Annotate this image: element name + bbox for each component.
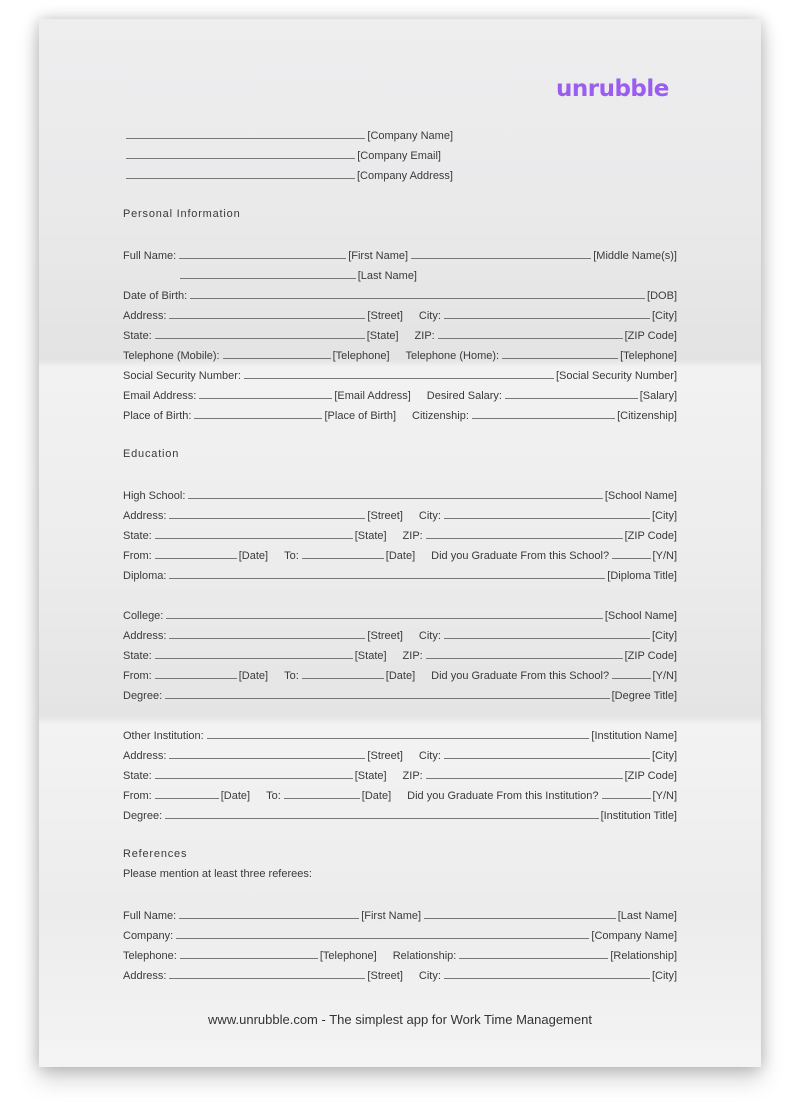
hs-dates-row: From: [Date] To: [Date] Did you Graduate From this School? [Y/N] bbox=[123, 550, 677, 562]
hs-state-line[interactable] bbox=[155, 538, 353, 539]
diploma-row: Diploma: [Diploma Title] bbox=[123, 570, 677, 582]
ref-first-name-line[interactable] bbox=[179, 918, 359, 919]
inst-zip-line[interactable] bbox=[426, 778, 623, 779]
inst-address-row: Address: [Street] City: [City] bbox=[123, 750, 677, 762]
education-heading: Education bbox=[123, 448, 180, 460]
ref-company-line[interactable] bbox=[176, 938, 589, 939]
company-email-line[interactable] bbox=[126, 158, 355, 159]
ref-telephone-line[interactable] bbox=[180, 958, 318, 959]
college-row: College: [School Name] bbox=[123, 610, 677, 622]
college-zip-line[interactable] bbox=[426, 658, 623, 659]
college-state-line[interactable] bbox=[155, 658, 353, 659]
state-line[interactable] bbox=[155, 338, 365, 339]
hs-to-line[interactable] bbox=[302, 558, 384, 559]
inst-dates-row: From: [Date] To: [Date] Did you Graduate From this Institution? [Y/N] bbox=[123, 790, 677, 802]
inst-graduate-line[interactable] bbox=[602, 798, 651, 799]
unrubble-logo: unrubble bbox=[556, 76, 669, 102]
hs-from-line[interactable] bbox=[155, 558, 237, 559]
degree-row: Degree: [Degree Title] bbox=[123, 690, 677, 702]
degree-line[interactable] bbox=[165, 698, 609, 699]
address-row: Address: [Street] City: [City] bbox=[123, 310, 677, 322]
ssn-line[interactable] bbox=[244, 378, 554, 379]
street-line[interactable] bbox=[169, 318, 365, 319]
middle-name-line[interactable] bbox=[411, 258, 591, 259]
first-name-line[interactable] bbox=[179, 258, 346, 259]
ssn-row: Social Security Number: [Social Security Number] bbox=[123, 370, 677, 382]
inst-degree-line[interactable] bbox=[165, 818, 598, 819]
hs-address-row: Address: [Street] City: [City] bbox=[123, 510, 677, 522]
company-name-row: [Company Name] bbox=[123, 126, 453, 142]
city-line[interactable] bbox=[444, 318, 650, 319]
tel-home-line[interactable] bbox=[502, 358, 618, 359]
full-name-row: Full Name: [First Name] [Middle Name(s)] bbox=[123, 250, 677, 262]
hs-street-line[interactable] bbox=[169, 518, 365, 519]
inst-state-line[interactable] bbox=[155, 778, 353, 779]
college-address-row: Address: [Street] City: [City] bbox=[123, 630, 677, 642]
ref-city-line[interactable] bbox=[444, 978, 650, 979]
company-address-row: [Company Address] bbox=[123, 166, 453, 182]
pob-line[interactable] bbox=[194, 418, 322, 419]
citizenship-line[interactable] bbox=[472, 418, 615, 419]
college-graduate-line[interactable] bbox=[612, 678, 650, 679]
ref-last-name-line[interactable] bbox=[424, 918, 616, 919]
ref-full-name-row: Full Name: [First Name] [Last Name] bbox=[123, 910, 677, 922]
college-city-line[interactable] bbox=[444, 638, 650, 639]
inst-degree-row: Degree: [Institution Title] bbox=[123, 810, 677, 822]
inst-street-line[interactable] bbox=[169, 758, 365, 759]
inst-from-line[interactable] bbox=[155, 798, 219, 799]
dob-row: Date of Birth: [DOB] bbox=[123, 290, 677, 302]
college-dates-row: From: [Date] To: [Date] Did you Graduate From this School? [Y/N] bbox=[123, 670, 677, 682]
college-state-row: State: [State] ZIP: [ZIP Code] bbox=[123, 650, 677, 662]
ref-company-row: Company: [Company Name] bbox=[123, 930, 677, 942]
company-address-line[interactable] bbox=[126, 178, 355, 179]
email-row: Email Address: [Email Address] Desired Salary: [Salary] bbox=[123, 390, 677, 402]
pob-row: Place of Birth: [Place of Birth] Citizenship: [Citizenship] bbox=[123, 410, 677, 422]
ref-address-row: Address: [Street] City: [City] bbox=[123, 970, 677, 982]
hs-city-line[interactable] bbox=[444, 518, 650, 519]
high-school-line[interactable] bbox=[188, 498, 602, 499]
email-line[interactable] bbox=[199, 398, 332, 399]
hs-graduate-line[interactable] bbox=[612, 558, 650, 559]
inst-state-row: State: [State] ZIP: [ZIP Code] bbox=[123, 770, 677, 782]
personal-info-heading: Personal Information bbox=[123, 208, 241, 220]
telephone-row: Telephone (Mobile): [Telephone] Telephone (Home): [Telephone] bbox=[123, 350, 677, 362]
state-row: State: [State] ZIP: [ZIP Code] bbox=[123, 330, 677, 342]
footer-tagline: www.unrubble.com - The simplest app for Work Time Management bbox=[208, 1012, 592, 1027]
references-heading: References bbox=[123, 848, 188, 860]
other-institution-row: Other Institution: [Institution Name] bbox=[123, 730, 677, 742]
zip-line[interactable] bbox=[438, 338, 623, 339]
references-note: Please mention at least three referees: bbox=[123, 868, 312, 880]
diploma-line[interactable] bbox=[169, 578, 605, 579]
ref-street-line[interactable] bbox=[169, 978, 365, 979]
college-to-line[interactable] bbox=[302, 678, 384, 679]
salary-line[interactable] bbox=[505, 398, 638, 399]
last-name-line[interactable] bbox=[180, 278, 356, 279]
inst-city-line[interactable] bbox=[444, 758, 650, 759]
hs-zip-line[interactable] bbox=[426, 538, 623, 539]
other-institution-line[interactable] bbox=[207, 738, 590, 739]
inst-to-line[interactable] bbox=[284, 798, 360, 799]
college-from-line[interactable] bbox=[155, 678, 237, 679]
company-email-row: [Company Email] bbox=[123, 146, 441, 162]
last-name-row: [Last Name] bbox=[177, 266, 417, 282]
hs-state-row: State: [State] ZIP: [ZIP Code] bbox=[123, 530, 677, 542]
dob-line[interactable] bbox=[190, 298, 645, 299]
college-line[interactable] bbox=[166, 618, 602, 619]
ref-relationship-line[interactable] bbox=[459, 958, 608, 959]
college-street-line[interactable] bbox=[169, 638, 365, 639]
ref-telephone-row: Telephone: [Telephone] Relationship: [Relationship] bbox=[123, 950, 677, 962]
high-school-row: High School: [School Name] bbox=[123, 490, 677, 502]
tel-mobile-line[interactable] bbox=[223, 358, 331, 359]
company-name-line[interactable] bbox=[126, 138, 365, 139]
